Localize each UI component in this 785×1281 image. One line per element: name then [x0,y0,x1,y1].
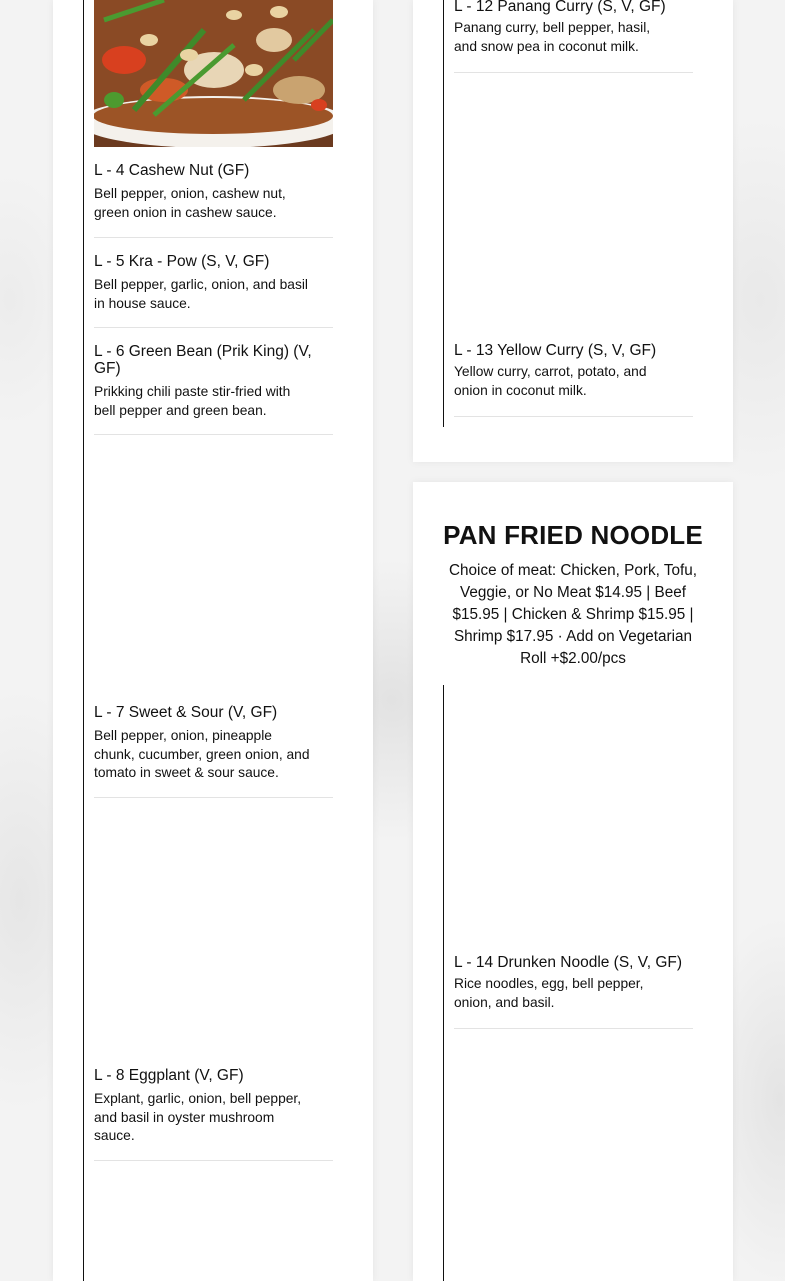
item-separator [454,72,693,73]
cashew-nut-dish-image [94,0,333,147]
item-separator [94,237,333,238]
menu-item [454,342,693,400]
vertical-divider [443,0,444,427]
item-title: L - 7 Sweet & Sour (V, GF) [94,704,278,721]
item-separator [94,327,333,328]
item-description: Panang curry, bell pepper, hasil, and snow pea in coconut milk. [454,20,651,54]
menu-item [454,0,693,56]
item-description: Yellow curry, carrot, potato, and onion in coconut milk. [454,364,647,398]
item-title: L - 14 Drunken Noodle (S, V, GF) [454,954,683,971]
item-description: Rice noodles, egg, bell pepper, onion, and basil. [454,976,644,1010]
item-title: L - 6 Green Bean (Prik King) (V, GF) [94,343,312,377]
item-title: L - 12 Panang Curry (S, V, GF) [454,0,666,15]
menu-item [94,343,333,420]
item-title: L - 8 Eggplant (V, GF) [94,1067,244,1084]
section-title: PAN FRIED NOODLE [443,520,703,550]
menu-item [454,954,693,1012]
item-title: L - 13 Yellow Curry (S, V, GF) [454,342,657,359]
item-description: Explant, garlic, onion, bell pepper, and basil in oyster mushroom sauce. [94,1091,302,1143]
vertical-divider [443,685,444,1281]
vertical-divider [83,0,84,1281]
menu-item [94,162,333,222]
item-separator [454,416,693,417]
item-separator [94,1160,333,1161]
item-separator [94,797,333,798]
menu-item [94,1067,333,1146]
item-description: Prikking chili paste stir-fried with bell pepper and green bean. [94,384,291,418]
item-title: L - 5 Kra - Pow (S, V, GF) [94,253,270,270]
menu-item [94,704,333,783]
item-description: Bell pepper, onion, cashew nut, green onion in cashew sauce. [94,186,286,220]
item-description: Bell pepper, onion, pineapple chunk, cucumber, green onion, and tomato in sweet & sour sauce. [94,728,310,780]
section-description: Choice of meat: Chicken, Pork, Tofu, Veggie, or No Meat $14.95 | Beef $15.95 | Chicken & Shrimp $15.95 | Shrimp $17.95 · Add on Vegetarian Roll +$2.00/pcs [449,562,697,667]
item-separator [454,1028,693,1029]
menu-item [94,253,333,313]
item-title: L - 4 Cashew Nut (GF) [94,162,250,179]
item-separator [94,434,333,435]
item-description: Bell pepper, garlic, onion, and basil in house sauce. [94,277,308,311]
